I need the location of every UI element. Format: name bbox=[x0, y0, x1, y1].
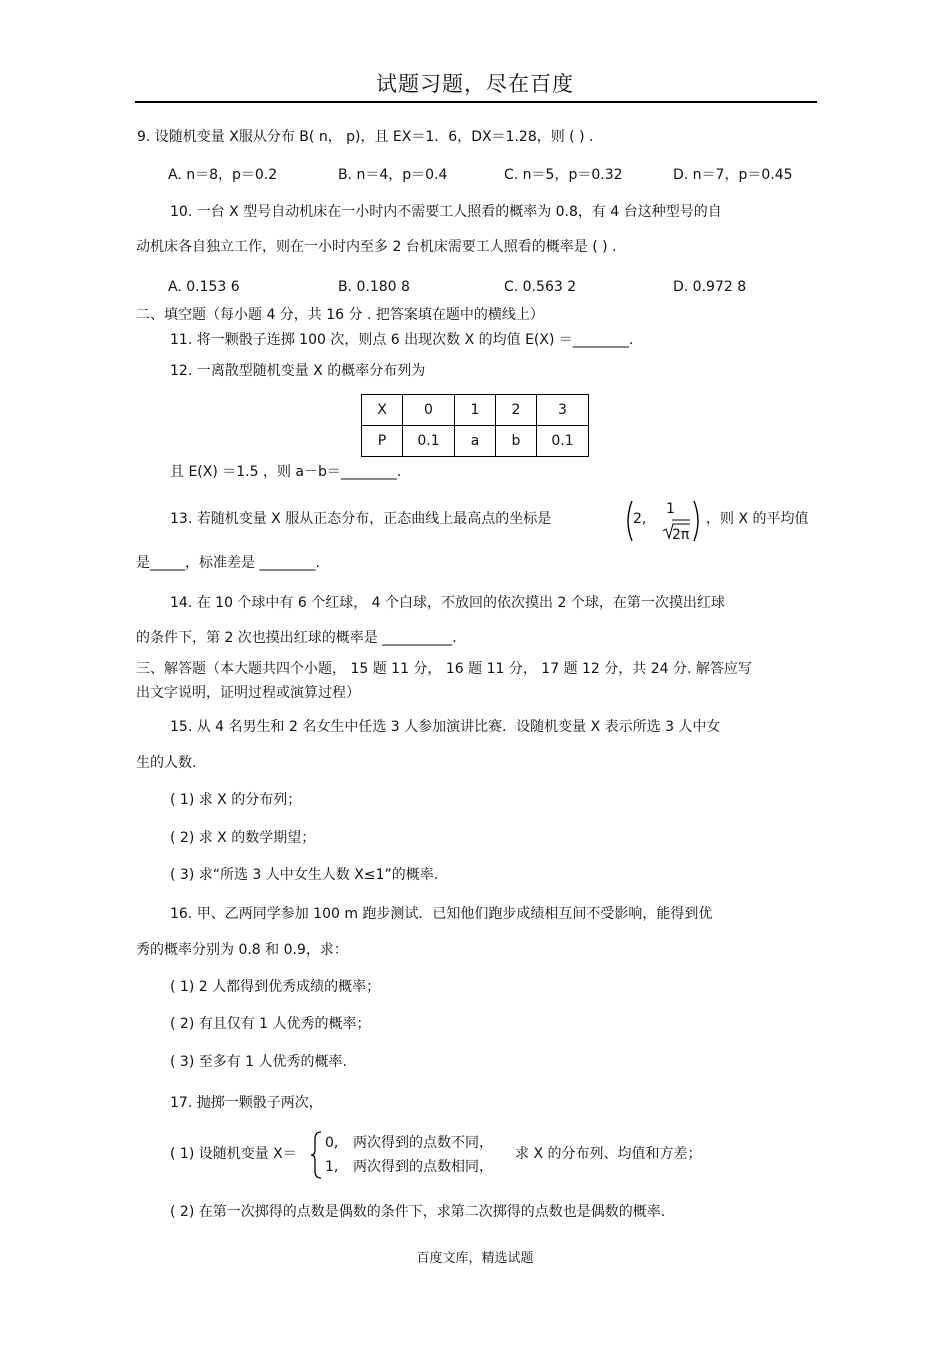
question-10-choice-b: B. 0.180 8 bbox=[338, 279, 410, 295]
question-12-condition: 且 E(X) ＝1.5 ，则 a－b＝________. bbox=[170, 464, 402, 480]
fraction-denominator: 2π bbox=[672, 527, 690, 543]
question-17-part-2: ( 2) 在第一次掷得的点数是偶数的条件下，求第二次掷得的点数也是偶数的概率. bbox=[170, 1204, 666, 1220]
question-13-line-1-tail: ，则 X 的平均值 bbox=[706, 511, 809, 527]
question-17-part-1-prefix: ( 1) 设随机变量 X＝ bbox=[170, 1146, 297, 1162]
question-15-part-3: ( 3) 求“所选 3 人中女生人数 X≤1”的概率. bbox=[170, 867, 439, 883]
question-9-choice-c: C. n＝5，p＝0.32 bbox=[504, 167, 623, 183]
table-cell: 3 bbox=[537, 395, 589, 426]
question-15-part-1: ( 1) 求 X 的分布列； bbox=[170, 792, 302, 808]
table-row bbox=[362, 426, 589, 457]
normal-peak-x: 2, bbox=[633, 511, 647, 527]
question-16-line-1: 16. 甲、乙两同学参加 100 m 跑步测试．已知他们跑步成绩相互间不受影响，能得到优 bbox=[170, 906, 713, 922]
question-10-choice-a: A. 0.153 6 bbox=[168, 279, 240, 295]
question-14-line-2: 的条件下，第 2 次也摸出红球的概率是 __________. bbox=[136, 630, 457, 646]
question-16-part-1: ( 1) 2 人都得到优秀成绩的概率； bbox=[170, 979, 381, 995]
question-16-line-2: 秀的概率分别为 0.8 和 0.9，求： bbox=[136, 942, 348, 958]
question-10-line-1: 10. 一台 X 型号自动机床在一小时内不需要工人照看的概率为 0.8，有 4 台这种型号的自 bbox=[170, 204, 722, 220]
piecewise-case-0-condition: 两次得到的点数不同， bbox=[353, 1135, 493, 1151]
distribution-table bbox=[361, 394, 589, 457]
question-15-line-1: 15. 从 4 名男生和 2 名女生中任选 3 人参加演讲比赛．设随机变量 X 表示所选 3 人中女 bbox=[170, 719, 721, 735]
table-cell: a bbox=[455, 426, 496, 457]
table-cell: X bbox=[362, 395, 403, 426]
question-13-line-2: 是_____，标准差是 ________. bbox=[136, 555, 320, 571]
table-cell: P bbox=[362, 426, 403, 457]
table-cell: 2 bbox=[496, 395, 537, 426]
piecewise-case-0-value: 0, bbox=[325, 1135, 339, 1151]
section-2-heading: 二、填空题（每小题 4 分，共 16 分 . 把答案填在题中的横线上） bbox=[136, 307, 544, 323]
table-cell: 1 bbox=[455, 395, 496, 426]
question-16-part-2: ( 2) 有且仅有 1 人优秀的概率； bbox=[170, 1016, 371, 1032]
table-cell: 0.1 bbox=[537, 426, 589, 457]
question-9-choice-b: B. n＝4，p＝0.4 bbox=[338, 167, 448, 183]
question-9-choice-a: A. n＝8，p＝0.2 bbox=[168, 167, 278, 183]
question-15-line-2: 生的人数. bbox=[136, 755, 197, 771]
question-11-text: 11. 将一颗骰子连掷 100 次，则点 6 出现次数 X 的均值 E(X) ＝________. bbox=[170, 332, 634, 348]
question-10-choice-d: D. 0.972 8 bbox=[673, 279, 747, 295]
question-9-choice-d: D. n＝7，p＝0.45 bbox=[673, 167, 793, 183]
table-cell: b bbox=[496, 426, 537, 457]
question-10-line-2: 动机床各自独立工作，则在一小时内至多 2 台机床需要工人照看的概率是 ( ) . bbox=[136, 239, 617, 255]
header-divider bbox=[135, 101, 817, 103]
question-17-part-1-suffix: 求 X 的分布列、均值和方差； bbox=[515, 1146, 702, 1162]
question-13-line-1: 13. 若随机变量 X 服从正态分布，正态曲线上最高点的坐标是 bbox=[170, 511, 552, 527]
page-header-title: 试题习题，尽在百度 bbox=[376, 72, 574, 96]
question-15-part-2: ( 2) 求 X 的数学期望； bbox=[170, 830, 316, 846]
piecewise-case-1-condition: 两次得到的点数相同， bbox=[353, 1159, 493, 1175]
table-row bbox=[362, 395, 589, 426]
fraction-numerator: 1 bbox=[666, 501, 675, 517]
question-10-choice-c: C. 0.563 2 bbox=[504, 279, 577, 295]
question-9-text: 9. 设随机变量 X服从分布 B( n， p)，且 EX＝1．6，DX＝1.28，则 ( ) . bbox=[137, 129, 594, 145]
piecewise-case-1-value: 1, bbox=[325, 1159, 339, 1175]
question-17-intro: 17. 抛掷一颗骰子两次， bbox=[170, 1095, 323, 1111]
question-16-part-3: ( 3) 至多有 1 人优秀的概率. bbox=[170, 1054, 347, 1070]
section-3-heading-line-1: 三、解答题（本大题共四个小题， 15 题 11 分， 16 题 11 分， 17 题 12 分，共 24 分. 解答应写 bbox=[136, 661, 752, 677]
question-14-line-1: 14. 在 10 个球中有 6 个红球， 4 个白球，不放回的依次摸出 2 个球，在第一次摸出红球 bbox=[170, 595, 725, 611]
section-3-heading-line-2: 出文字说明，证明过程或演算过程） bbox=[136, 685, 360, 701]
page-footer: 百度文库，精选试题 bbox=[416, 1251, 534, 1266]
question-12-intro: 12. 一离散型随机变量 X 的概率分布列为 bbox=[170, 363, 426, 379]
table-cell: 0.1 bbox=[403, 426, 455, 457]
piecewise-left-brace bbox=[310, 1130, 324, 1180]
table-cell: 0 bbox=[403, 395, 455, 426]
